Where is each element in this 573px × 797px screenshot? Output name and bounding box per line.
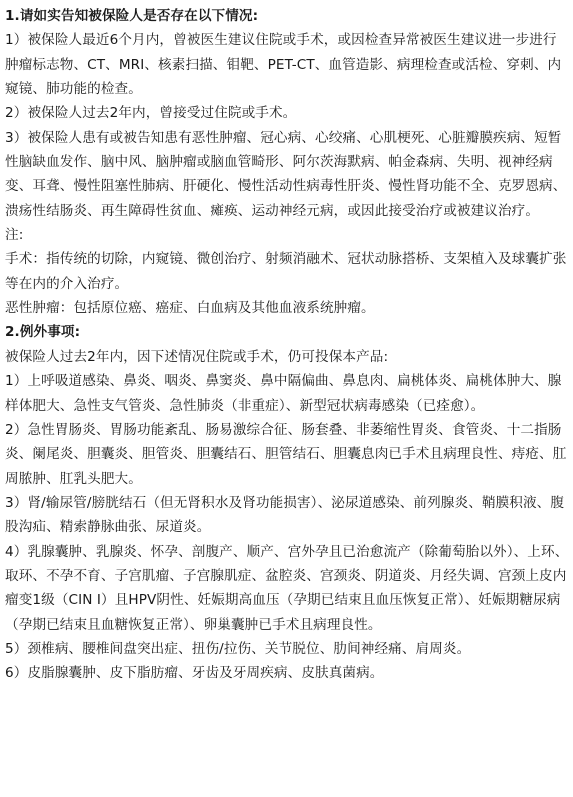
exception-intro: 被保险人过去2年内，因下述情况住院或手术，仍可投保本产品: <box>5 348 389 365</box>
disclosure-item-2: 2）被保险人过去2年内，曾接受过住院或手术。 <box>5 105 297 122</box>
note-surgery-definition: 手术：指传统的切除，内窥镜、微创治疗、射频消融术、冠状动脉搭桥、支架植入及球囊扩张等在内的介入治疗。 <box>5 251 567 292</box>
exception-item-5: 5）颈椎病、腰椎间盘突出症、扭伤/拉伤、关节脱位、肋间神经痛、肩周炎。 <box>5 640 471 657</box>
section-2-heading: 2.例外事项: <box>5 324 81 341</box>
disclosure-item-1: 1）被保险人最近6个月内，曾被医生建议住院或手术，或因检查异常被医生建议进一步进行肿瘤标志物、CT、MRI、核素扫描、钼靶、PET-CT、血管造影、病理检查或活检、穿刺、内窥镜、肺功能的检查。 <box>5 32 562 98</box>
disclosure-item-3: 3）被保险人患有或被告知患有恶性肿瘤、冠心病、心绞痛、心肌梗死、心脏瓣膜疾病、短暂性脑缺血发作、脑中风、脑肿瘤或脑血管畸形、阿尔茨海默病、帕金森病、失明、视神经病变、耳聋、慢性阻塞性肺病、肝硬化、慢性活动性病毒性肝炎、慢性肾功能不全、克罗恩病、溃疡性结肠炎、再生障碍性贫血、瘫痪、运动神经元病，或因此接受治疗或被建议治疗。 <box>5 129 567 219</box>
exception-item-6: 6）皮脂腺囊肿、皮下脂肪瘤、牙齿及牙周疾病、皮肤真菌病。 <box>5 665 384 682</box>
note-malignant-tumor-definition: 恶性肿瘤：包括原位癌、癌症、白血病及其他血液系统肿瘤。 <box>5 300 375 317</box>
exception-item-3: 3）肾/输尿管/膀胱结石（但无肾积水及肾功能损害）、泌尿道感染、前列腺炎、鞘膜积液、腹股沟疝、精索静脉曲张、尿道炎。 <box>5 494 565 536</box>
note-label: 注: <box>5 227 24 244</box>
exception-item-1: 1）上呼吸道感染、鼻炎、咽炎、鼻窦炎、鼻中隔偏曲、鼻息肉、扁桃体炎、扁桃体肿大、腺样体肥大、急性支气管炎、急性肺炎（非重症）、新型冠状病毒感染（已痊愈）。 <box>5 373 562 414</box>
exception-item-2: 2）急性胃肠炎、胃肠功能紊乱、肠易激综合征、肠套叠、非萎缩性胃炎、食管炎、十二指肠炎、阑尾炎、胆囊炎、胆管炎、胆囊结石、胆管结石、胆囊息肉已手术且病理良性、痔疮、肛周脓肿、肛乳头肥大。 <box>5 421 567 487</box>
exception-item-4: 4）乳腺囊肿、乳腺炎、怀孕、剖腹产、顺产、宫外孕且已治愈流产（除葡萄胎以外）、上环、取环、不孕不育、子宫肌瘤、子宫腺肌症、盆腔炎、宫颈炎、阴道炎、月经失调、宫颈上皮内瘤变1级（CIN I）且HPV阴性、妊娠期高血压（孕期已结束且血压恢复正常）、妊娠期糖尿病（孕期已结束且血糖恢复正常）、卵巢囊肿已手术且病理良性。 <box>5 543 569 633</box>
section-1-heading: 1.请如实告知被保险人是否存在以下情况: <box>5 8 259 24</box>
